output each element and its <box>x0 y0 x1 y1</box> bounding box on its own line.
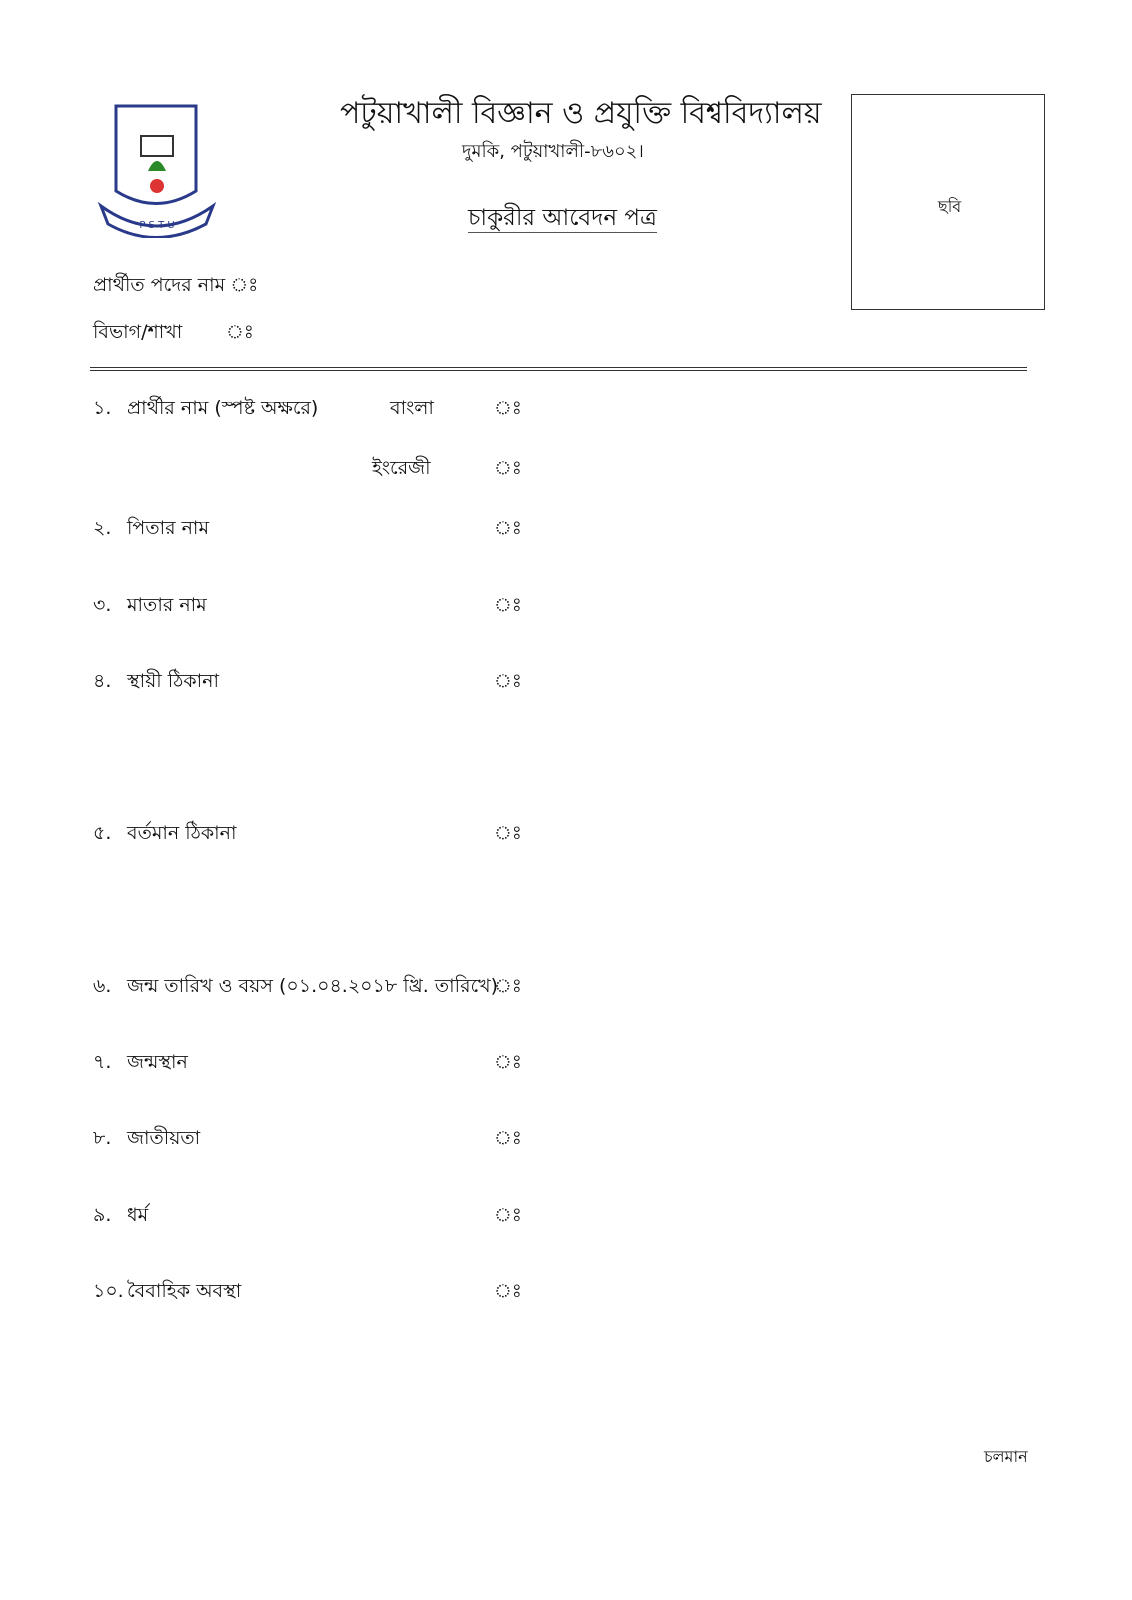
item-label: বৈবাহিক অবস্থা <box>127 1280 242 1302</box>
item-number: ৯. <box>93 1204 112 1226</box>
photo-box <box>851 94 1045 310</box>
item-colon: ঃ <box>494 1204 522 1226</box>
item-colon: ঃ <box>494 594 522 616</box>
item-label: জাতীয়তা <box>127 1127 201 1149</box>
item-number: ১০. <box>93 1280 124 1302</box>
item-label: জন্মস্থান <box>127 1051 188 1073</box>
department-label: বিভাগ/শাখা <box>93 321 183 343</box>
photo-label: ছবি <box>938 197 962 216</box>
form-title: চাকুরীর আবেদন পত্র <box>468 205 657 231</box>
item-label: জন্ম তারিখ ও বয়স (০১.০৪.২০১৮ খ্রি. তারিখে) <box>127 975 499 997</box>
item-label: প্রার্থীর নাম (স্পষ্ট অক্ষরে) <box>127 397 319 419</box>
svg-text:P S T U: P S T U <box>139 220 175 231</box>
continued-label: চলমান <box>984 1447 1028 1466</box>
item-number: ৪. <box>93 670 112 692</box>
university-address: দুমকি, পটুয়াখালী-৮৬০২। <box>462 141 644 162</box>
item-colon: ঃ <box>494 1127 522 1149</box>
department-colon: ঃ <box>226 321 254 343</box>
item-number: ১. <box>93 397 112 419</box>
item-sub-label: ইংরেজী <box>372 457 431 479</box>
item-colon: ঃ <box>494 822 522 844</box>
university-logo <box>96 96 218 238</box>
double-divider <box>90 367 1027 371</box>
item-label: পিতার নাম <box>127 517 209 539</box>
item-colon: ঃ <box>494 1280 522 1302</box>
item-colon: ঃ <box>494 517 522 539</box>
item-number: ৮. <box>93 1127 112 1149</box>
post-name-label: প্রার্থীত পদের নাম ঃ <box>93 274 259 296</box>
item-colon: ঃ <box>494 670 522 692</box>
item-label: স্থায়ী ঠিকানা <box>127 670 219 692</box>
item-label: ধর্ম <box>127 1204 149 1226</box>
item-number: ৭. <box>93 1051 112 1073</box>
item-colon: ঃ <box>494 1051 522 1073</box>
item-label: বর্তমান ঠিকানা <box>127 822 237 844</box>
item-number: ৩. <box>93 594 112 616</box>
item-sub-label: বাংলা <box>390 397 434 419</box>
item-number: ৬. <box>93 975 112 997</box>
item-label: মাতার নাম <box>127 594 207 616</box>
item-colon: ঃ <box>494 975 522 997</box>
item-number: ২. <box>93 517 112 539</box>
item-number: ৫. <box>93 822 112 844</box>
university-name: পটুয়াখালী বিজ্ঞান ও প্রযুক্তি বিশ্ববিদ্যালয় <box>340 96 822 131</box>
item-colon: ঃ <box>494 457 522 479</box>
item-colon: ঃ <box>494 397 522 419</box>
